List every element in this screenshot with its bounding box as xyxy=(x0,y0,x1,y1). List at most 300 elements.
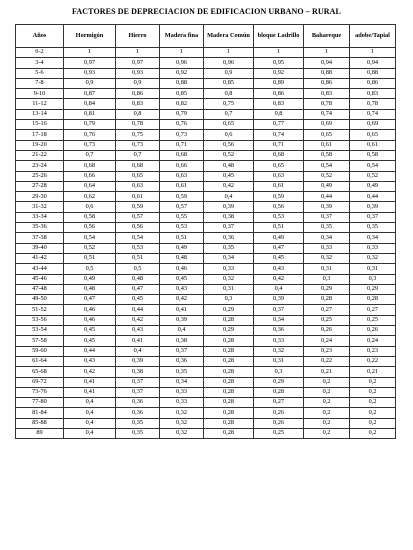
factor-cell: 0,35 xyxy=(204,243,254,253)
factor-cell: 0,28 xyxy=(204,418,254,428)
table-row xyxy=(16,78,396,88)
column-header: Madera Común xyxy=(204,25,254,48)
table-row xyxy=(16,161,396,171)
age-range-cell: 15-16 xyxy=(16,120,64,130)
factor-cell: 0,54 xyxy=(350,161,396,171)
factor-cell: 0,32 xyxy=(304,253,350,263)
factor-cell: 0,3 xyxy=(254,367,304,377)
factor-cell: 0,79 xyxy=(160,109,204,119)
factor-cell: 0,86 xyxy=(304,78,350,88)
factor-cell: 0,32 xyxy=(254,346,304,356)
factor-cell: 0,26 xyxy=(254,418,304,428)
factor-cell: 0,93 xyxy=(64,68,116,78)
factor-cell: 0,27 xyxy=(254,398,304,408)
factor-cell: 0,7 xyxy=(116,150,160,160)
age-range-cell: 45-46 xyxy=(16,274,64,284)
factor-cell: 0,21 xyxy=(304,367,350,377)
factor-cell: 0,4 xyxy=(64,408,116,418)
factor-cell: 0,56 xyxy=(116,223,160,233)
factor-cell: 0,61 xyxy=(116,192,160,202)
factor-cell: 0,29 xyxy=(204,305,254,315)
factor-cell: 0,52 xyxy=(64,243,116,253)
factor-cell: 0,68 xyxy=(254,150,304,160)
factor-cell: 1 xyxy=(204,48,254,58)
factor-cell: 0,58 xyxy=(350,150,396,160)
factor-cell: 0,74 xyxy=(350,109,396,119)
factor-cell: 0,78 xyxy=(116,120,160,130)
factor-cell: 0,41 xyxy=(116,336,160,346)
factor-cell: 0,61 xyxy=(304,140,350,150)
table-row xyxy=(16,305,396,315)
factor-cell: 0,24 xyxy=(350,336,396,346)
factor-cell: 0,61 xyxy=(254,181,304,191)
factor-cell: 0,36 xyxy=(204,233,254,243)
factor-cell: 0,49 xyxy=(350,181,396,191)
factor-cell: 0,38 xyxy=(116,367,160,377)
table-row xyxy=(16,192,396,202)
table-row xyxy=(16,408,396,418)
factor-cell: 0,83 xyxy=(254,99,304,109)
factor-cell: 0,34 xyxy=(204,253,254,263)
age-range-cell: 53-54 xyxy=(16,326,64,336)
factor-cell: 0,38 xyxy=(160,336,204,346)
factor-cell: 0,9 xyxy=(204,68,254,78)
age-range-cell: 9-10 xyxy=(16,89,64,99)
factor-cell: 0,9 xyxy=(116,78,160,88)
factor-cell: 0,49 xyxy=(64,274,116,284)
factor-cell: 0,65 xyxy=(116,171,160,181)
table-row xyxy=(16,120,396,130)
factor-cell: 0,78 xyxy=(350,99,396,109)
factor-cell: 0,52 xyxy=(204,150,254,160)
factor-cell: 0,23 xyxy=(304,346,350,356)
factor-cell: 0,68 xyxy=(64,161,116,171)
factor-cell: 0,34 xyxy=(254,315,304,325)
factor-cell: 0,76 xyxy=(160,120,204,130)
factor-cell: 0,88 xyxy=(350,68,396,78)
age-range-cell: 89 xyxy=(16,428,64,438)
factor-cell: 0,56 xyxy=(204,140,254,150)
table-row xyxy=(16,336,396,346)
age-range-cell: 77-80 xyxy=(16,398,64,408)
factor-cell: 0,42 xyxy=(204,181,254,191)
age-range-cell: 35-36 xyxy=(16,223,64,233)
factor-cell: 0,42 xyxy=(160,295,204,305)
factor-cell: 0,64 xyxy=(64,181,116,191)
age-range-cell: 85-88 xyxy=(16,418,64,428)
factor-cell: 0,38 xyxy=(204,212,254,222)
factor-cell: 0,77 xyxy=(254,120,304,130)
factor-cell: 0,65 xyxy=(304,130,350,140)
factor-cell: 0,94 xyxy=(304,58,350,68)
factor-cell: 0,32 xyxy=(160,428,204,438)
factor-cell: 0,96 xyxy=(204,58,254,68)
factor-cell: 0,51 xyxy=(160,233,204,243)
factor-cell: 0,28 xyxy=(204,336,254,346)
table-row xyxy=(16,274,396,284)
factor-cell: 0,49 xyxy=(160,243,204,253)
factor-cell: 0,28 xyxy=(204,408,254,418)
age-range-cell: 5-6 xyxy=(16,68,64,78)
factor-cell: 0,36 xyxy=(160,356,204,366)
factor-cell: 0,66 xyxy=(160,161,204,171)
factor-cell: 0,31 xyxy=(204,284,254,294)
factor-cell: 0,44 xyxy=(304,192,350,202)
factor-cell: 0,27 xyxy=(304,305,350,315)
factor-cell: 0,81 xyxy=(64,109,116,119)
table-row xyxy=(16,284,396,294)
table-row xyxy=(16,418,396,428)
factor-cell: 0,45 xyxy=(116,295,160,305)
factor-cell: 1 xyxy=(160,48,204,58)
factor-cell: 0,7 xyxy=(64,150,116,160)
factor-cell: 0,36 xyxy=(116,398,160,408)
factor-cell: 0,9 xyxy=(64,78,116,88)
factor-cell: 0,47 xyxy=(64,295,116,305)
table-row xyxy=(16,130,396,140)
factor-cell: 0,83 xyxy=(350,89,396,99)
factor-cell: 0,65 xyxy=(254,161,304,171)
factor-cell: 1 xyxy=(116,48,160,58)
factor-cell: 0,86 xyxy=(116,89,160,99)
factor-cell: 0,4 xyxy=(160,326,204,336)
factor-cell: 0,68 xyxy=(160,150,204,160)
table-header-row xyxy=(16,25,396,48)
age-range-cell: 59-60 xyxy=(16,346,64,356)
factor-cell: 0,21 xyxy=(350,367,396,377)
factor-cell: 0,2 xyxy=(304,418,350,428)
factor-cell: 0,85 xyxy=(160,89,204,99)
age-range-cell: 49-50 xyxy=(16,295,64,305)
factor-cell: 0,71 xyxy=(160,140,204,150)
factor-cell: 0,34 xyxy=(350,233,396,243)
factor-cell: 0,97 xyxy=(64,58,116,68)
factor-cell: 0,47 xyxy=(254,243,304,253)
factor-cell: 0,37 xyxy=(160,346,204,356)
factor-cell: 0,3 xyxy=(304,274,350,284)
age-range-cell: 23-24 xyxy=(16,161,64,171)
table-row xyxy=(16,377,396,387)
factor-cell: 0,34 xyxy=(160,377,204,387)
factor-cell: 0,2 xyxy=(350,377,396,387)
factor-cell: 0,22 xyxy=(304,356,350,366)
factor-cell: 0,96 xyxy=(160,58,204,68)
factor-cell: 0,49 xyxy=(304,181,350,191)
factor-cell: 0,33 xyxy=(304,243,350,253)
factor-cell: 0,59 xyxy=(160,192,204,202)
table-row xyxy=(16,48,396,58)
factor-cell: 0,37 xyxy=(350,212,396,222)
factor-cell: 0,2 xyxy=(304,377,350,387)
factor-cell: 0,39 xyxy=(204,202,254,212)
factor-cell: 0,54 xyxy=(116,233,160,243)
age-range-cell: 27-28 xyxy=(16,181,64,191)
table-row xyxy=(16,150,396,160)
factor-cell: 0,28 xyxy=(204,398,254,408)
factor-cell: 0,49 xyxy=(254,233,304,243)
factor-cell: 0,39 xyxy=(350,202,396,212)
factor-cell: 0,4 xyxy=(64,418,116,428)
factor-cell: 0,76 xyxy=(64,130,116,140)
factor-cell: 0,59 xyxy=(116,202,160,212)
factor-cell: 0,2 xyxy=(350,428,396,438)
age-range-cell: 69-72 xyxy=(16,377,64,387)
factor-cell: 0,33 xyxy=(160,387,204,397)
factor-cell: 0,46 xyxy=(64,315,116,325)
age-range-cell: 73-76 xyxy=(16,387,64,397)
factor-cell: 0,4 xyxy=(254,284,304,294)
age-range-cell: 33-34 xyxy=(16,212,64,222)
factor-cell: 0,32 xyxy=(160,408,204,418)
factor-cell: 0,33 xyxy=(160,398,204,408)
table-row xyxy=(16,356,396,366)
factor-cell: 0,84 xyxy=(64,99,116,109)
factor-cell: 0,92 xyxy=(160,68,204,78)
factor-cell: 0,8 xyxy=(204,89,254,99)
age-range-cell: 25-26 xyxy=(16,171,64,181)
factor-cell: 0,45 xyxy=(160,274,204,284)
factor-cell: 0,46 xyxy=(160,264,204,274)
factor-cell: 0,45 xyxy=(64,326,116,336)
table-row xyxy=(16,212,396,222)
factor-cell: 0,44 xyxy=(116,305,160,315)
factor-cell: 0,65 xyxy=(350,130,396,140)
factor-cell: 0,79 xyxy=(64,120,116,130)
factor-cell: 0,29 xyxy=(350,284,396,294)
factor-cell: 1 xyxy=(350,48,396,58)
factor-cell: 0,86 xyxy=(254,89,304,99)
table-row xyxy=(16,367,396,377)
factor-cell: 0,65 xyxy=(204,120,254,130)
factor-cell: 0,2 xyxy=(304,408,350,418)
factor-cell: 0,27 xyxy=(350,305,396,315)
factor-cell: 0,97 xyxy=(116,58,160,68)
factor-cell: 0,28 xyxy=(204,428,254,438)
factor-cell: 0,45 xyxy=(64,336,116,346)
age-range-cell: 31-32 xyxy=(16,202,64,212)
factor-cell: 0,43 xyxy=(160,284,204,294)
factor-cell: 0,2 xyxy=(304,387,350,397)
factor-cell: 0,33 xyxy=(254,336,304,346)
factor-cell: 0,74 xyxy=(304,109,350,119)
age-range-cell: 57-58 xyxy=(16,336,64,346)
factor-cell: 0,51 xyxy=(116,253,160,263)
age-range-cell: 43-44 xyxy=(16,264,64,274)
factor-cell: 0,88 xyxy=(160,78,204,88)
factor-cell: 0,5 xyxy=(64,264,116,274)
table-row xyxy=(16,171,396,181)
table-row xyxy=(16,326,396,336)
factor-cell: 0,8 xyxy=(116,109,160,119)
table-row xyxy=(16,109,396,119)
factor-cell: 0,25 xyxy=(254,428,304,438)
age-range-cell: 39-40 xyxy=(16,243,64,253)
age-range-cell: 7-8 xyxy=(16,78,64,88)
factor-cell: 0,88 xyxy=(304,68,350,78)
factor-cell: 0,35 xyxy=(350,223,396,233)
factor-cell: 0,42 xyxy=(254,274,304,284)
factor-cell: 0,42 xyxy=(116,315,160,325)
factor-cell: 0,94 xyxy=(350,58,396,68)
factor-cell: 0,37 xyxy=(304,212,350,222)
factor-cell: 0,53 xyxy=(116,243,160,253)
table-row xyxy=(16,58,396,68)
table-row xyxy=(16,428,396,438)
factor-cell: 0,23 xyxy=(350,346,396,356)
factor-cell: 0,92 xyxy=(254,68,304,78)
factor-cell: 0,28 xyxy=(204,346,254,356)
factor-cell: 0,52 xyxy=(350,171,396,181)
factor-cell: 0,51 xyxy=(254,223,304,233)
column-header: Hierro xyxy=(116,25,160,48)
factor-cell: 0,35 xyxy=(116,428,160,438)
factor-cell: 1 xyxy=(304,48,350,58)
factor-cell: 0,41 xyxy=(160,305,204,315)
column-header: Hormigón xyxy=(64,25,116,48)
factor-cell: 0,31 xyxy=(350,264,396,274)
factor-cell: 0,4 xyxy=(64,398,116,408)
age-range-cell: 21-22 xyxy=(16,150,64,160)
factor-cell: 0,44 xyxy=(350,192,396,202)
column-header: Bahareque xyxy=(304,25,350,48)
factor-cell: 0,2 xyxy=(350,387,396,397)
age-range-cell: 17-18 xyxy=(16,130,64,140)
factor-cell: 0,47 xyxy=(116,284,160,294)
factor-cell: 0,45 xyxy=(254,253,304,263)
factor-cell: 0,48 xyxy=(204,161,254,171)
age-range-cell: 65-68 xyxy=(16,367,64,377)
factor-cell: 0,56 xyxy=(64,223,116,233)
factor-cell: 0,48 xyxy=(116,274,160,284)
factor-cell: 0,3 xyxy=(204,295,254,305)
factor-cell: 0,69 xyxy=(350,120,396,130)
factor-cell: 0,22 xyxy=(350,356,396,366)
factor-cell: 0,36 xyxy=(116,408,160,418)
age-range-cell: 53-56 xyxy=(16,315,64,325)
table-row xyxy=(16,243,396,253)
age-range-cell: 19-20 xyxy=(16,140,64,150)
factor-cell: 0,32 xyxy=(204,274,254,284)
factor-cell: 0,58 xyxy=(64,212,116,222)
age-range-cell: 0-2 xyxy=(16,48,64,58)
factor-cell: 0,62 xyxy=(64,192,116,202)
factor-cell: 0,66 xyxy=(64,171,116,181)
factor-cell: 0,39 xyxy=(254,295,304,305)
factor-cell: 0,44 xyxy=(64,346,116,356)
factor-cell: 0,2 xyxy=(350,398,396,408)
factor-cell: 0,56 xyxy=(254,202,304,212)
factor-cell: 0,75 xyxy=(204,99,254,109)
table-body xyxy=(16,48,396,439)
factor-cell: 0,37 xyxy=(116,377,160,387)
factor-cell: 0,53 xyxy=(160,223,204,233)
age-range-cell: 41-42 xyxy=(16,253,64,263)
factor-cell: 0,34 xyxy=(304,233,350,243)
factor-cell: 0,43 xyxy=(254,264,304,274)
table-row xyxy=(16,315,396,325)
factor-cell: 0,43 xyxy=(64,356,116,366)
factor-cell: 0,63 xyxy=(254,171,304,181)
factor-cell: 0,61 xyxy=(350,140,396,150)
factor-cell: 0,68 xyxy=(116,161,160,171)
factor-cell: 0,26 xyxy=(304,326,350,336)
factor-cell: 0,95 xyxy=(254,58,304,68)
factor-cell: 1 xyxy=(254,48,304,58)
factor-cell: 0,6 xyxy=(204,130,254,140)
age-range-cell: 11-12 xyxy=(16,99,64,109)
factor-cell: 0,7 xyxy=(204,109,254,119)
factor-cell: 0,33 xyxy=(350,243,396,253)
factor-cell: 0,57 xyxy=(160,202,204,212)
factor-cell: 0,33 xyxy=(204,264,254,274)
factor-cell: 0,37 xyxy=(204,223,254,233)
table-row xyxy=(16,387,396,397)
factor-cell: 0,54 xyxy=(304,161,350,171)
factor-cell: 0,74 xyxy=(254,130,304,140)
factor-cell: 0,26 xyxy=(254,408,304,418)
factor-cell: 0,51 xyxy=(64,253,116,263)
table-row xyxy=(16,99,396,109)
factor-cell: 0,28 xyxy=(254,387,304,397)
factor-cell: 0,28 xyxy=(204,387,254,397)
factor-cell: 0,4 xyxy=(64,428,116,438)
table-row xyxy=(16,202,396,212)
factor-cell: 0,28 xyxy=(204,356,254,366)
age-range-cell: 37-38 xyxy=(16,233,64,243)
factor-cell: 0,5 xyxy=(116,264,160,274)
factor-cell: 0,93 xyxy=(116,68,160,78)
table-row xyxy=(16,89,396,99)
factor-cell: 0,75 xyxy=(116,130,160,140)
factor-cell: 0,37 xyxy=(116,387,160,397)
factor-cell: 0,89 xyxy=(254,78,304,88)
factor-cell: 0,63 xyxy=(160,171,204,181)
factor-cell: 0,59 xyxy=(254,192,304,202)
factor-cell: 0,83 xyxy=(116,99,160,109)
factor-cell: 0,25 xyxy=(350,315,396,325)
table-row xyxy=(16,181,396,191)
table-row xyxy=(16,68,396,78)
column-header: bloque Ladrillo xyxy=(254,25,304,48)
factor-cell: 0,2 xyxy=(350,418,396,428)
factor-cell: 0,29 xyxy=(304,284,350,294)
age-range-cell: 51-52 xyxy=(16,305,64,315)
factor-cell: 0,31 xyxy=(254,356,304,366)
factor-cell: 0,24 xyxy=(304,336,350,346)
age-range-cell: 13-14 xyxy=(16,109,64,119)
factor-cell: 0,52 xyxy=(304,171,350,181)
column-header: Años xyxy=(16,25,64,48)
factor-cell: 0,28 xyxy=(304,295,350,305)
factor-cell: 0,8 xyxy=(254,109,304,119)
table-row xyxy=(16,295,396,305)
page-title: FACTORES DE DEPRECIACION DE EDIFICACION URBANO – RURAL xyxy=(72,7,341,16)
factor-cell: 0,39 xyxy=(116,356,160,366)
factor-cell: 0,29 xyxy=(204,326,254,336)
factor-cell: 0,46 xyxy=(64,305,116,315)
age-range-cell: 29-30 xyxy=(16,192,64,202)
factor-cell: 0,48 xyxy=(64,284,116,294)
factor-cell: 0,37 xyxy=(254,305,304,315)
factor-cell: 0,63 xyxy=(116,181,160,191)
factor-cell: 0,28 xyxy=(204,315,254,325)
factor-cell: 0,29 xyxy=(254,377,304,387)
table-row xyxy=(16,253,396,263)
factor-cell: 0,6 xyxy=(64,202,116,212)
factor-cell: 0,28 xyxy=(204,377,254,387)
factor-cell: 0,83 xyxy=(304,89,350,99)
factor-cell: 0,61 xyxy=(160,181,204,191)
